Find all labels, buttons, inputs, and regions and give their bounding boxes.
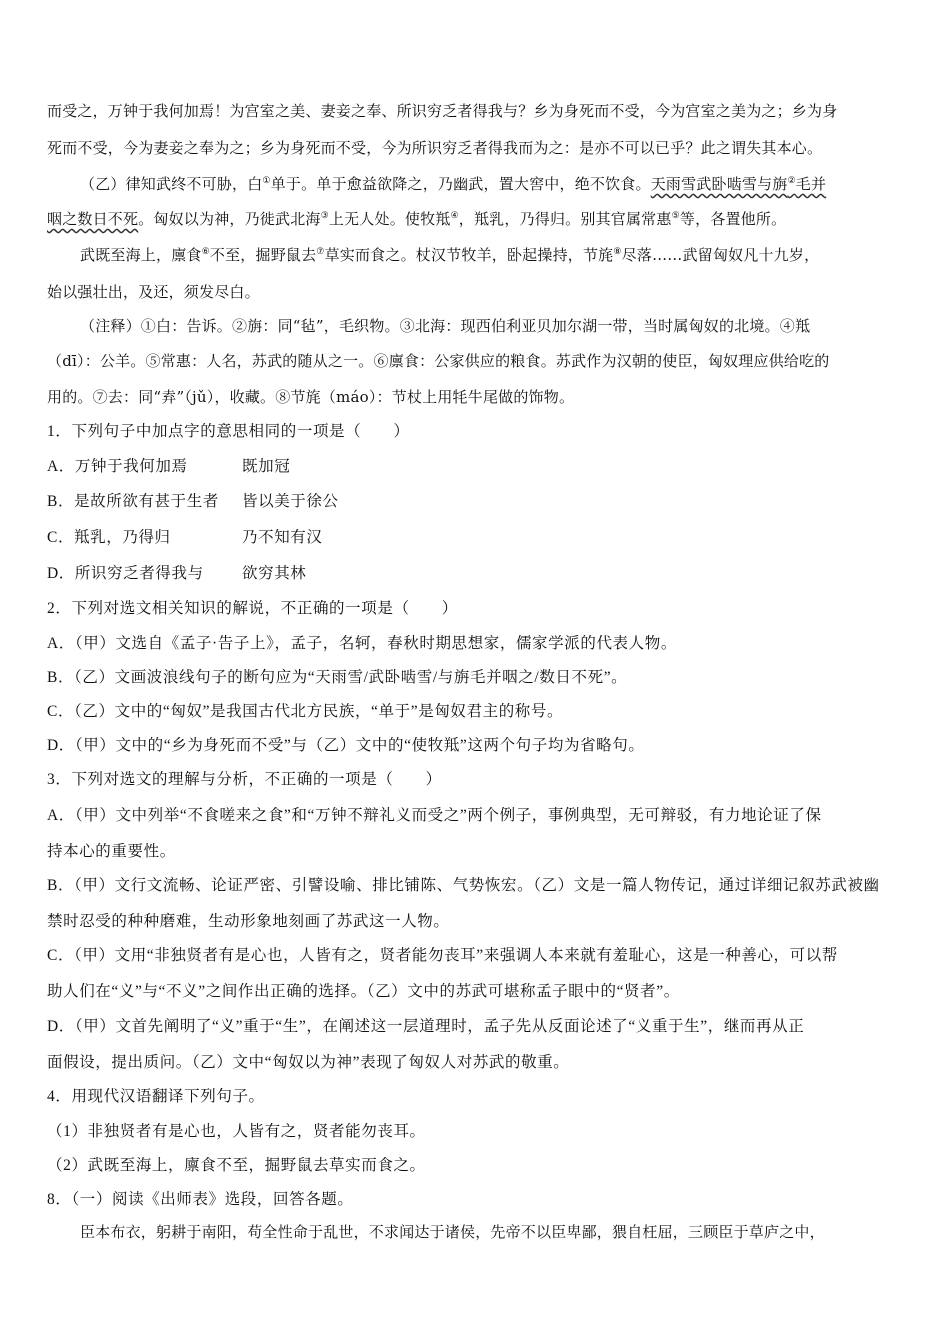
q8-passage-line-1: 臣本布衣，躬耕于南阳，苟全性命于乱世，不求闻达于诸侯，先帝不以臣卑鄙，猥自枉屈，三顾臣于草庐之中， [80, 1223, 825, 1241]
q2-option-b: B．（乙）文画波浪线句子的断句应为“天雨雪/武卧啮雪/与旃毛并咽之/数日不死”。 [47, 669, 628, 686]
notes-line-3: 用的。⑦去：同“弆”（jǔ），收藏。⑧节旄（máo）：节杖上用牦牛尾做的饰物。 [47, 388, 575, 406]
footnote-marker: ① [262, 176, 271, 186]
q2-option-d: D．（甲）文中的“乡为身死而不受”与（乙）文中的“使牧羝”这两个句子均为省略句。 [47, 737, 645, 754]
q1-option-c: C．羝乳，乃得归 乃不知有汉 [47, 529, 323, 546]
footnote-marker: ② [787, 176, 796, 186]
jia-passage-line-1: 而受之，万钟于我何加焉！为宫室之美、妻妾之奉、所识穷乏者得我与？乡为身死而不受，今为宫室之美为之；乡为身 [47, 102, 838, 120]
wavy-underlined-sentence: 咽之数日不死 [47, 210, 139, 228]
q3-option-b-line-2: 禁时忍受的种种磨难，生动形象地刻画了苏武这一人物。 [47, 913, 450, 930]
q3-option-c-line-1: C．（甲）文用“非独贤者有是心也，人皆有之，贤者能勿丧耳”来强调人本来就有羞耻心，这是一种善心，可以帮 [47, 947, 838, 964]
question-4-stem: 4．用现代汉语翻译下列句子。 [47, 1088, 265, 1105]
question-2-stem: 2．下列对选文相关知识的解说，不正确的一项是（ ） [47, 600, 458, 617]
yi-passage-line-1: （乙）律知武终不可胁，白①单于。单于愈益欲降之，乃幽武，置大窖中，绝不饮食。天雨雪武卧啮雪与旃②毛并 [80, 175, 827, 193]
q4-item-2: （2）武既至海上，廪食不至，掘野鼠去草实而食之。 [47, 1157, 426, 1174]
question-8-stem: 8．（一）阅读《出师表》选段，回答各题。 [47, 1191, 354, 1208]
footnote-marker: ⑥ [201, 247, 210, 257]
wavy-underlined-sentence: 天雨雪武卧啮雪与旃②毛并 [650, 175, 827, 193]
q2-option-c: C．（乙）文中的“匈奴”是我国古代北方民族，“单于”是匈奴君主的称号。 [47, 703, 564, 720]
q1-option-b: B．是故所欲有甚于生者 皆以美于徐公 [47, 493, 339, 510]
q3-option-b-line-1: B．（甲）文行文流畅、论证严密、引譬设喻、排比铺陈、气势恢宏。（乙）文是一篇人物传记，通过详细记叙苏武被幽 [47, 877, 880, 894]
q3-option-a-line-2: 持本心的重要性。 [47, 843, 176, 860]
q2-option-a: A．（甲）文选自《孟子·告子上》，孟子，名轲，春秋时期思想家，儒家学派的代表人物。 [47, 635, 677, 652]
q3-option-a-line-1: A．（甲）文中列举“不食嗟来之食”和“万钟不辩礼义而受之”两个例子，事例典型，无可辩驳，有力地论证了保 [47, 807, 822, 824]
q3-option-c-line-2: 助人们在“义”与“不义”之间作出正确的选择。（乙）文中的苏武可堪称孟子眼中的“贤者”。 [47, 983, 680, 1000]
question-1-stem: 1．下列句子中加点字的意思相同的一项是（ ） [47, 423, 410, 440]
q3-option-d-line-2: 面假设，提出质问。（乙）文中“匈奴以为神”表现了匈奴人对苏武的敬重。 [47, 1054, 570, 1071]
q3-option-d-line-1: D．（甲）文首先阐明了“义”重于“生”，在阐述这一层道理时，孟子先从反面论述了“义重于生”，继而再从正 [47, 1018, 805, 1035]
footnote-marker: ⑤ [671, 211, 680, 221]
q1-option-a: A．万钟于我何加焉 既加冠 [47, 458, 291, 475]
footnote-marker: ③ [320, 211, 329, 221]
footnote-marker: ⑧ [613, 247, 622, 257]
q1-option-d: D．所识穷乏者得我与 欲穷其林 [47, 565, 307, 582]
yi-passage-line-2: 咽之数日不死。匈奴以为神，乃徙武北海③上无人处。使牧羝④，羝乳，乃得归。别其官属常惠⑤等，各置他所。 [47, 210, 787, 228]
question-3-stem: 3．下列对选文的理解与分析，不正确的一项是（ ） [47, 771, 442, 788]
footnote-marker: ⑦ [316, 247, 325, 257]
q4-item-1: （1）非独贤者有是心也，人皆有之，贤者能勿丧耳。 [47, 1123, 426, 1140]
notes-line-1: （注释）①白：告诉。②旃：同“毡”，毛织物。③北海：现西伯利亚贝加尔湖一带，当时属匈奴的北境。④羝 [80, 317, 811, 335]
jia-passage-line-2: 死而不受，今为妻妾之奉为之；乡为身死而不受，今为所识穷乏者得我而为之：是亦不可以已乎？此之谓失其本心。 [47, 139, 823, 157]
footnote-marker: ④ [450, 211, 459, 221]
yi-passage-line-3: 武既至海上，廪食⑥不至，掘野鼠去⑦草实而食之。杖汉节牧羊，卧起操持，节旄⑧尽落……武留匈奴凡十九岁， [80, 246, 820, 264]
notes-line-2: （dī）：公羊。⑤常惠：人名，苏武的随从之一。⑥廪食：公家供应的粮食。苏武作为汉朝的使臣，匈奴理应供给吃的 [47, 352, 830, 370]
yi-passage-line-4: 始以强壮出，及还，须发尽白。 [47, 283, 260, 301]
